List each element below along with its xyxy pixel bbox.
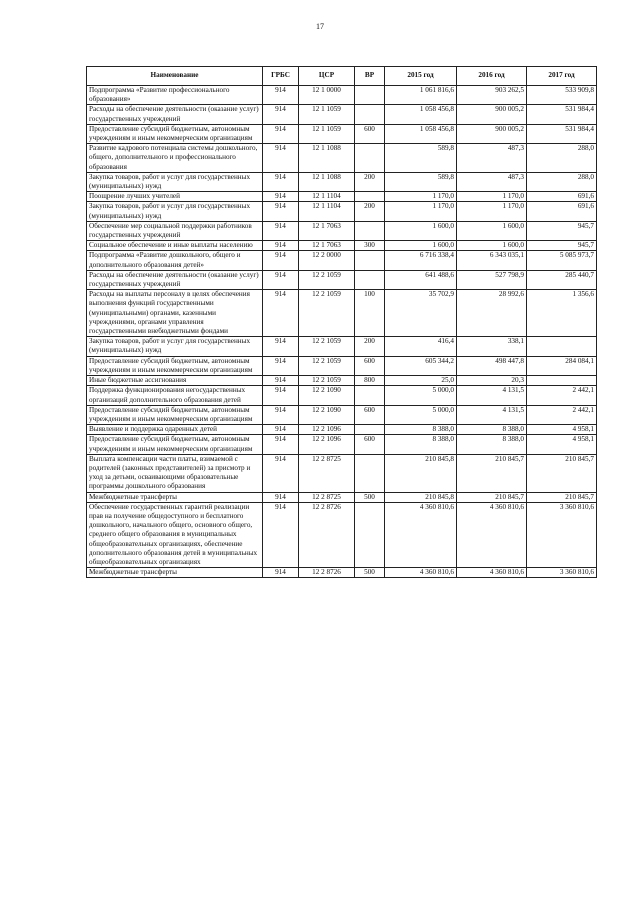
cell-vr (355, 144, 385, 173)
cell-2016: 6 343 035,1 (457, 251, 527, 270)
cell-2017: 531 984,4 (527, 124, 597, 143)
table-row (87, 454, 597, 492)
cell-2015: 416,4 (385, 337, 457, 356)
table-row (87, 270, 597, 289)
cell-grbs: 914 (263, 192, 299, 202)
cell-2017 (527, 376, 597, 386)
cell-name: Закупка товаров, работ и услуг для государственных (муниципальных) нужд (87, 172, 263, 191)
cell-vr (355, 251, 385, 270)
cell-vr (355, 192, 385, 202)
cell-csr: 12 2 8725 (299, 492, 355, 502)
cell-vr: 600 (355, 356, 385, 375)
cell-csr: 12 1 1104 (299, 192, 355, 202)
cell-2016: 4 360 810,6 (457, 568, 527, 578)
cell-2016: 210 845,7 (457, 454, 527, 492)
table-row (87, 172, 597, 191)
cell-name: Расходы на выплаты персоналу в целях обеспечения выполнения функций государственными (муниципальными) органами, казенными учреждениями, органами управления государственными внебюджетными фондами (87, 290, 263, 337)
cell-name: Расходы на обеспечение деятельности (оказание услуг) государственных учреждений (87, 270, 263, 289)
cell-name: Обеспечение мер социальной поддержки работников государственных учреждений (87, 221, 263, 240)
cell-grbs: 914 (263, 337, 299, 356)
cell-2016: 900 005,2 (457, 124, 527, 143)
cell-2015: 1 058 456,8 (385, 105, 457, 124)
cell-csr: 12 2 1090 (299, 405, 355, 424)
cell-2015: 8 388,0 (385, 425, 457, 435)
cell-2015: 1 600,0 (385, 221, 457, 240)
header-2017: 2017 год (527, 67, 597, 86)
cell-2017: 691,6 (527, 192, 597, 202)
cell-2016: 900 005,2 (457, 105, 527, 124)
cell-csr: 12 2 8726 (299, 502, 355, 567)
header-2016: 2016 год (457, 67, 527, 86)
cell-2016: 1 600,0 (457, 241, 527, 251)
cell-2015: 589,8 (385, 144, 457, 173)
cell-2015: 1 600,0 (385, 241, 457, 251)
cell-2017: 531 984,4 (527, 105, 597, 124)
cell-2015: 1 170,0 (385, 192, 457, 202)
cell-2016: 4 360 810,6 (457, 502, 527, 567)
cell-2017: 288,0 (527, 144, 597, 173)
cell-name: Развитие кадрового потенциала системы дошкольного, общего, дополнительного и профессионального образования (87, 144, 263, 173)
table-row (87, 221, 597, 240)
cell-vr: 600 (355, 435, 385, 454)
cell-vr: 200 (355, 337, 385, 356)
header-grbs: ГРБС (263, 67, 299, 86)
cell-grbs: 914 (263, 270, 299, 289)
cell-name: Межбюджетные трансферты (87, 492, 263, 502)
table-row (87, 86, 597, 105)
cell-name: Иные бюджетные ассигнования (87, 376, 263, 386)
cell-2015: 589,8 (385, 172, 457, 191)
cell-csr: 12 2 1096 (299, 435, 355, 454)
cell-2017: 4 958,1 (527, 435, 597, 454)
cell-csr: 12 1 1059 (299, 124, 355, 143)
table-row (87, 502, 597, 567)
cell-grbs: 914 (263, 386, 299, 405)
cell-2016: 903 262,5 (457, 86, 527, 105)
cell-2016: 210 845,7 (457, 492, 527, 502)
cell-grbs: 914 (263, 251, 299, 270)
cell-vr (355, 454, 385, 492)
cell-grbs: 914 (263, 144, 299, 173)
page-number: 17 (316, 22, 324, 31)
cell-grbs: 914 (263, 502, 299, 567)
table-row (87, 435, 597, 454)
table-row (87, 376, 597, 386)
cell-csr: 12 2 8726 (299, 568, 355, 578)
cell-csr: 12 1 1059 (299, 105, 355, 124)
cell-vr: 200 (355, 202, 385, 221)
cell-2017: 3 360 810,6 (527, 502, 597, 567)
cell-name: Закупка товаров, работ и услуг для государственных (муниципальных) нужд (87, 337, 263, 356)
cell-2016: 8 388,0 (457, 425, 527, 435)
header-name: Наименование (87, 67, 263, 86)
cell-vr (355, 86, 385, 105)
cell-2015: 4 360 810,6 (385, 502, 457, 567)
cell-2016: 4 131,5 (457, 405, 527, 424)
cell-name: Подпрограмма «Развитие дошкольного, общего и дополнительного образования детей» (87, 251, 263, 270)
cell-grbs: 914 (263, 241, 299, 251)
header-vr: ВР (355, 67, 385, 86)
cell-2017: 4 958,1 (527, 425, 597, 435)
cell-name: Поддержка функционирования негосударственных организаций дополнительного образования детей (87, 386, 263, 405)
cell-name: Выплата компенсации части платы, взимаемой с родителей (законных представителей) за присмотр и уход за детьми, осваивающими образовательные программы дошкольного образования (87, 454, 263, 492)
cell-2017: 210 845,7 (527, 454, 597, 492)
cell-vr (355, 221, 385, 240)
table-row (87, 144, 597, 173)
cell-name: Подпрограмма «Развитие профессионального образования» (87, 86, 263, 105)
cell-csr: 12 1 0000 (299, 86, 355, 105)
cell-grbs: 914 (263, 172, 299, 191)
cell-csr: 12 1 1088 (299, 172, 355, 191)
table-row (87, 386, 597, 405)
cell-vr: 200 (355, 172, 385, 191)
cell-grbs: 914 (263, 105, 299, 124)
cell-grbs: 914 (263, 425, 299, 435)
cell-2016: 498 447,8 (457, 356, 527, 375)
table-row (87, 405, 597, 424)
cell-grbs: 914 (263, 86, 299, 105)
cell-name: Поощрение лучших учителей (87, 192, 263, 202)
cell-grbs: 914 (263, 435, 299, 454)
header-csr: ЦСР (299, 67, 355, 86)
cell-2017: 5 085 973,7 (527, 251, 597, 270)
table-row (87, 290, 597, 337)
cell-vr (355, 105, 385, 124)
cell-vr (355, 270, 385, 289)
table-row (87, 251, 597, 270)
table-row (87, 202, 597, 221)
cell-2015: 1 170,0 (385, 202, 457, 221)
cell-vr: 500 (355, 492, 385, 502)
cell-2017: 691,6 (527, 202, 597, 221)
cell-2015: 1 058 456,8 (385, 124, 457, 143)
cell-2016: 1 170,0 (457, 192, 527, 202)
cell-grbs: 914 (263, 290, 299, 337)
table-row (87, 425, 597, 435)
cell-2015: 210 845,8 (385, 454, 457, 492)
cell-grbs: 914 (263, 454, 299, 492)
cell-2017: 2 442,1 (527, 405, 597, 424)
cell-vr: 600 (355, 124, 385, 143)
cell-csr: 12 2 1059 (299, 376, 355, 386)
cell-2015: 8 388,0 (385, 435, 457, 454)
cell-name: Межбюджетные трансферты (87, 568, 263, 578)
table-row (87, 241, 597, 251)
cell-vr: 600 (355, 405, 385, 424)
cell-2015: 25,0 (385, 376, 457, 386)
cell-2016: 20,3 (457, 376, 527, 386)
cell-vr: 100 (355, 290, 385, 337)
cell-csr: 12 1 1088 (299, 144, 355, 173)
table-header-row (87, 67, 597, 86)
table-row (87, 192, 597, 202)
cell-2016: 28 992,6 (457, 290, 527, 337)
cell-name: Расходы на обеспечение деятельности (оказание услуг) государственных учреждений (87, 105, 263, 124)
cell-name: Выявление и поддержка одаренных детей (87, 425, 263, 435)
cell-2016: 1 600,0 (457, 221, 527, 240)
cell-2017: 210 845,7 (527, 492, 597, 502)
cell-2016: 527 798,9 (457, 270, 527, 289)
cell-csr: 12 2 1090 (299, 386, 355, 405)
cell-2017: 284 084,1 (527, 356, 597, 375)
table-row (87, 124, 597, 143)
cell-2016: 8 388,0 (457, 435, 527, 454)
cell-csr: 12 1 1104 (299, 202, 355, 221)
cell-grbs: 914 (263, 492, 299, 502)
cell-csr: 12 2 1059 (299, 270, 355, 289)
cell-2015: 4 360 810,6 (385, 568, 457, 578)
cell-2017: 285 440,7 (527, 270, 597, 289)
cell-grbs: 914 (263, 356, 299, 375)
cell-2016: 487,3 (457, 172, 527, 191)
cell-grbs: 914 (263, 376, 299, 386)
cell-2017: 945,7 (527, 241, 597, 251)
cell-csr: 12 1 7063 (299, 221, 355, 240)
table-row (87, 337, 597, 356)
cell-2015: 5 000,0 (385, 386, 457, 405)
cell-2017: 533 909,8 (527, 86, 597, 105)
cell-csr: 12 2 1059 (299, 356, 355, 375)
cell-2016: 338,1 (457, 337, 527, 356)
cell-name: Обеспечение государственных гарантий реализации прав на получение общедоступного и бесплатного дошкольного, начального общего, основного общего, среднего общего образования в муниципальных общеобразовательных организациях, обеспечение дополнительного образования детей в муниципальных общеобразовательных организациях (87, 502, 263, 567)
budget-table (86, 66, 597, 578)
table-row (87, 105, 597, 124)
cell-name: Социальное обеспечение и иные выплаты населению (87, 241, 263, 251)
cell-vr (355, 425, 385, 435)
cell-2015: 605 344,2 (385, 356, 457, 375)
cell-csr: 12 2 0000 (299, 251, 355, 270)
cell-grbs: 914 (263, 221, 299, 240)
cell-vr: 300 (355, 241, 385, 251)
cell-2015: 210 845,8 (385, 492, 457, 502)
cell-name: Предоставление субсидий бюджетным, автономным учреждениям и иным некоммерческим организациям (87, 435, 263, 454)
cell-grbs: 914 (263, 568, 299, 578)
table-row (87, 356, 597, 375)
cell-name: Предоставление субсидий бюджетным, автономным учреждениям и иным некоммерческим организациям (87, 356, 263, 375)
cell-2015: 1 061 816,6 (385, 86, 457, 105)
cell-grbs: 914 (263, 405, 299, 424)
table-row (87, 492, 597, 502)
header-2015: 2015 год (385, 67, 457, 86)
cell-2016: 4 131,5 (457, 386, 527, 405)
cell-2016: 487,3 (457, 144, 527, 173)
cell-2017: 3 360 810,6 (527, 568, 597, 578)
cell-2017 (527, 337, 597, 356)
cell-csr: 12 2 1059 (299, 337, 355, 356)
cell-2015: 6 716 338,4 (385, 251, 457, 270)
cell-2015: 35 702,9 (385, 290, 457, 337)
cell-name: Предоставление субсидий бюджетным, автономным учреждениям и иным некоммерческим организациям (87, 405, 263, 424)
cell-vr (355, 502, 385, 567)
cell-2017: 2 442,1 (527, 386, 597, 405)
cell-2016: 1 170,0 (457, 202, 527, 221)
cell-vr: 800 (355, 376, 385, 386)
cell-2015: 5 000,0 (385, 405, 457, 424)
cell-csr: 12 2 1096 (299, 425, 355, 435)
cell-name: Закупка товаров, работ и услуг для государственных (муниципальных) нужд (87, 202, 263, 221)
table-row (87, 568, 597, 578)
cell-name: Предоставление субсидий бюджетным, автономным учреждениям и иным некоммерческим организациям (87, 124, 263, 143)
cell-2017: 945,7 (527, 221, 597, 240)
cell-vr (355, 386, 385, 405)
cell-grbs: 914 (263, 202, 299, 221)
cell-grbs: 914 (263, 124, 299, 143)
cell-2015: 641 488,6 (385, 270, 457, 289)
cell-csr: 12 1 7063 (299, 241, 355, 251)
cell-2017: 1 356,6 (527, 290, 597, 337)
cell-csr: 12 2 1059 (299, 290, 355, 337)
cell-vr: 500 (355, 568, 385, 578)
cell-csr: 12 2 8725 (299, 454, 355, 492)
cell-2017: 288,0 (527, 172, 597, 191)
